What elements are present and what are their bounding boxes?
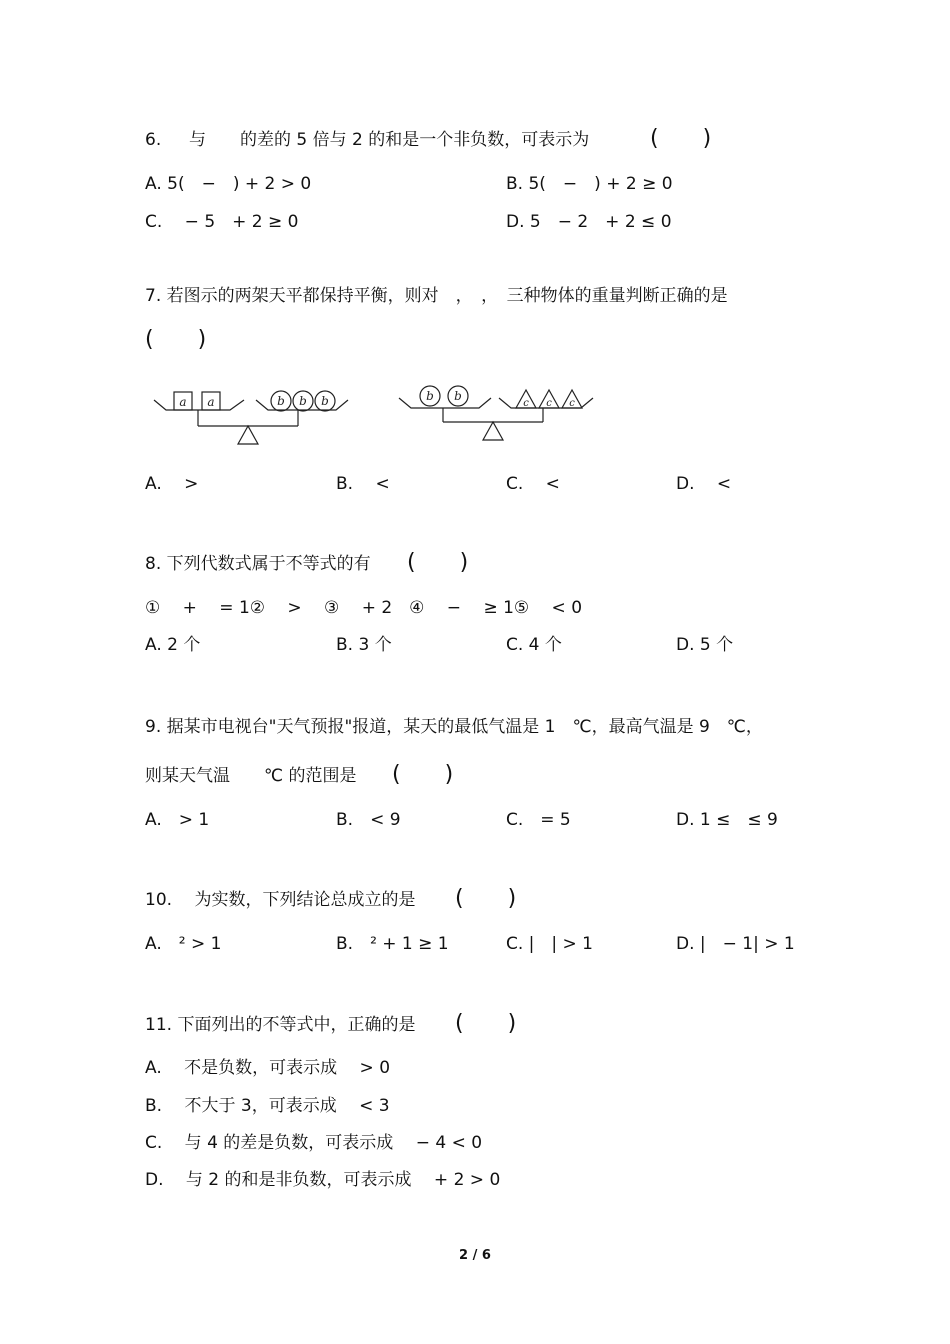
label-b-4: b <box>426 389 434 403</box>
label-b-5: b <box>454 389 462 403</box>
question-7-option-a: A. > <box>145 474 199 494</box>
question-9-stem: 9. 据某市电视台"天气预报"报道，某天的最低气温是 1 ℃，最高气温是 9 ℃， <box>145 717 763 737</box>
label-a-2: a <box>207 395 215 409</box>
question-11-stem: 11. 下面列出的不等式中，正确的是 <box>145 1015 416 1035</box>
question-7-option-b: B. < <box>336 474 390 494</box>
question-7-option-d: D. < <box>676 474 732 494</box>
question-7-stem: 7. 若图示的两架天平都保持平衡，则对 ， ， 三种物体的重量判断正确的是 <box>145 286 728 306</box>
question-10-stem: 10. 为实数，下列结论总成立的是 <box>145 890 416 910</box>
fulcrum-2 <box>483 422 503 440</box>
question-8-option-a: A. 2 个 <box>145 635 201 655</box>
label-c-1: c <box>523 398 529 409</box>
question-10-option-c: C. | | > 1 <box>506 934 594 954</box>
question-10-option-d: D. | − 1| > 1 <box>676 934 795 954</box>
label-b-1: b <box>277 394 285 408</box>
balance-figure-1 <box>150 380 350 448</box>
fulcrum-1 <box>238 426 258 444</box>
label-b-3: b <box>321 394 329 408</box>
question-6-option-a: A. 5( − ) + 2 > 0 <box>145 174 312 194</box>
left-pan-1 <box>154 400 244 410</box>
page-number: 2 / 6 <box>459 1248 491 1263</box>
question-8-answer-paren: ( ) <box>407 550 469 575</box>
label-b-2: b <box>299 394 307 408</box>
question-11-option-d: D. 与 2 的和是非负数，可表示成 + 2 > 0 <box>145 1170 501 1190</box>
question-8-option-c: C. 4 个 <box>506 635 562 655</box>
question-6-answer-paren: ( ) <box>650 126 712 151</box>
question-7-option-c: C. < <box>506 474 560 494</box>
question-9-option-b: B. < 9 <box>336 810 401 830</box>
question-8-stem: 8. 下列代数式属于不等式的有 <box>145 554 371 574</box>
question-6-stem: 6. 与 的差的 5 倍与 2 的和是一个非负数，可表示为 <box>145 130 590 150</box>
question-10-option-a: A. ² > 1 <box>145 934 222 954</box>
question-10-answer-paren: ( ) <box>455 886 517 911</box>
question-11-answer-paren: ( ) <box>455 1011 517 1036</box>
question-6-option-b: B. 5( − ) + 2 ≥ 0 <box>506 174 673 194</box>
question-11-option-b: B. 不大于 3，可表示成 < 3 <box>145 1096 390 1116</box>
question-9-stem-line-2: 则某天气温 ℃ 的范围是 <box>145 766 357 786</box>
question-9-option-d: D. 1 ≤ ≤ 9 <box>676 810 778 830</box>
question-6-option-d: D. 5 − 2 + 2 ≤ 0 <box>506 212 672 232</box>
left-pan-2 <box>399 398 491 408</box>
balance-figure-2 <box>395 380 595 448</box>
question-7-answer-paren: ( ) <box>145 327 207 352</box>
question-8-option-b: B. 3 个 <box>336 635 392 655</box>
question-11-option-c: C. 与 4 的差是负数，可表示成 − 4 < 0 <box>145 1133 483 1153</box>
question-9-option-c: C. = 5 <box>506 810 571 830</box>
question-11-option-a: A. 不是负数，可表示成 > 0 <box>145 1058 391 1078</box>
label-c-3: c <box>569 398 575 409</box>
label-c-2: c <box>546 398 552 409</box>
question-8-option-d: D. 5 个 <box>676 635 734 655</box>
question-10-option-b: B. ² + 1 ≥ 1 <box>336 934 449 954</box>
question-9-option-a: A. > 1 <box>145 810 210 830</box>
question-8-items: ① + = 1② > ③ + 2 ④ − ≥ 1⑤ < 0 <box>145 598 583 618</box>
label-a-1: a <box>179 395 187 409</box>
question-9-answer-paren: ( ) <box>392 762 454 787</box>
question-6-option-c: C. − 5 + 2 ≥ 0 <box>145 212 299 232</box>
